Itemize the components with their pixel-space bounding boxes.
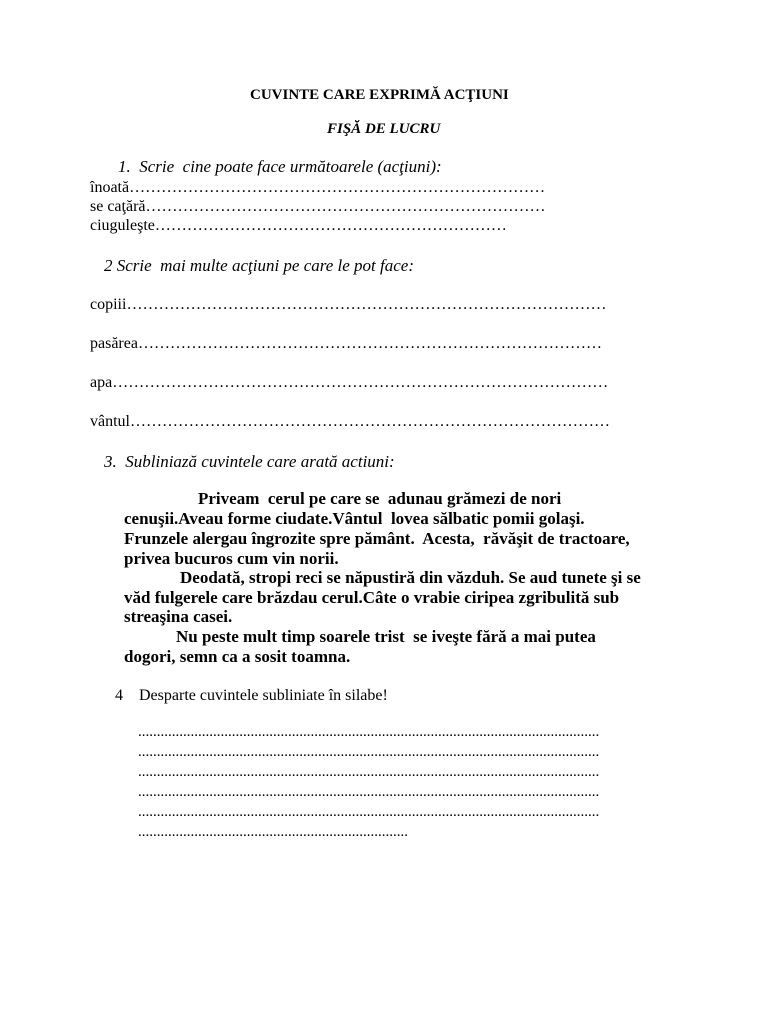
q2-prompt: 2 Scrie mai multe acţiuni pe care le pot face: (104, 256, 415, 275)
page-title: CUVINTE CARE EXPRIMĂ ACŢIUNI (250, 87, 509, 103)
q3-text-line-5: Deodată, stropi reci se năpustiră din văzduh. Se aud tunete şi se (180, 568, 641, 587)
q3-text-line-9: dogori, semn ca a sosit toamna. (124, 647, 351, 666)
q3-text-line-6: văd fulgerele care brăzdau cerul.Câte o vrabie ciripea zgribulită sub (124, 588, 620, 607)
q3-text-line-2: cenuşii.Aveau forme ciudate.Vântul lovea sălbatic pomii golaşi. (124, 509, 585, 528)
q4-answer-line-1: ........................................................................................................................... (138, 724, 600, 740)
q2-line-apa: apa………………………………………………………………………………… (90, 374, 609, 391)
q3-prompt: 3. Subliniază cuvintele care arată actiuni: (104, 452, 395, 471)
q4-number: 4 (115, 687, 123, 704)
q1-line-2: se caţără………………………………………………………………… (90, 198, 546, 215)
q4-prompt: Desparte cuvintele subliniate în silabe! (139, 687, 388, 704)
q1-line-1: înoată…………………………………………………………………… (90, 179, 546, 196)
q3-text-line-8: Nu peste mult timp soarele trist se iveşte fără a mai putea (176, 627, 596, 646)
q1-prompt: 1. Scrie cine poate face următoarele (acţiuni): (118, 157, 442, 176)
q4-answer-line-3: ........................................................................................................................... (138, 764, 600, 780)
q1-line-3: ciuguleşte………………………………………………………… (90, 217, 507, 234)
q4-answer-line-2: ........................................................................................................................... (138, 744, 600, 760)
q2-line-vantul: vântul……………………………………………………………………………… (90, 413, 610, 430)
q2-line-pasarea: pasărea…………………………………………………………………………… (90, 335, 602, 352)
q2-line-copiii: copiii……………………………………………………………………………… (90, 296, 607, 313)
page-subtitle: FIŞĂ DE LUCRU (327, 121, 441, 137)
q3-text-line-3: Frunzele alergau îngrozite spre pământ. Acesta, răvăşit de tractoare, (124, 529, 630, 548)
q4-answer-line-4: ........................................................................................................................... (138, 784, 600, 800)
q3-text-line-4: privea bucuros cum vin norii. (124, 549, 339, 568)
q4-answer-line-5: ........................................................................................................................... (138, 804, 600, 820)
q4-answer-line-6: ........................................................................ (138, 824, 408, 840)
q3-text-line-1: Priveam cerul pe care se adunau grămezi de nori (198, 489, 562, 508)
q3-text-line-7: streaşina casei. (124, 607, 233, 626)
